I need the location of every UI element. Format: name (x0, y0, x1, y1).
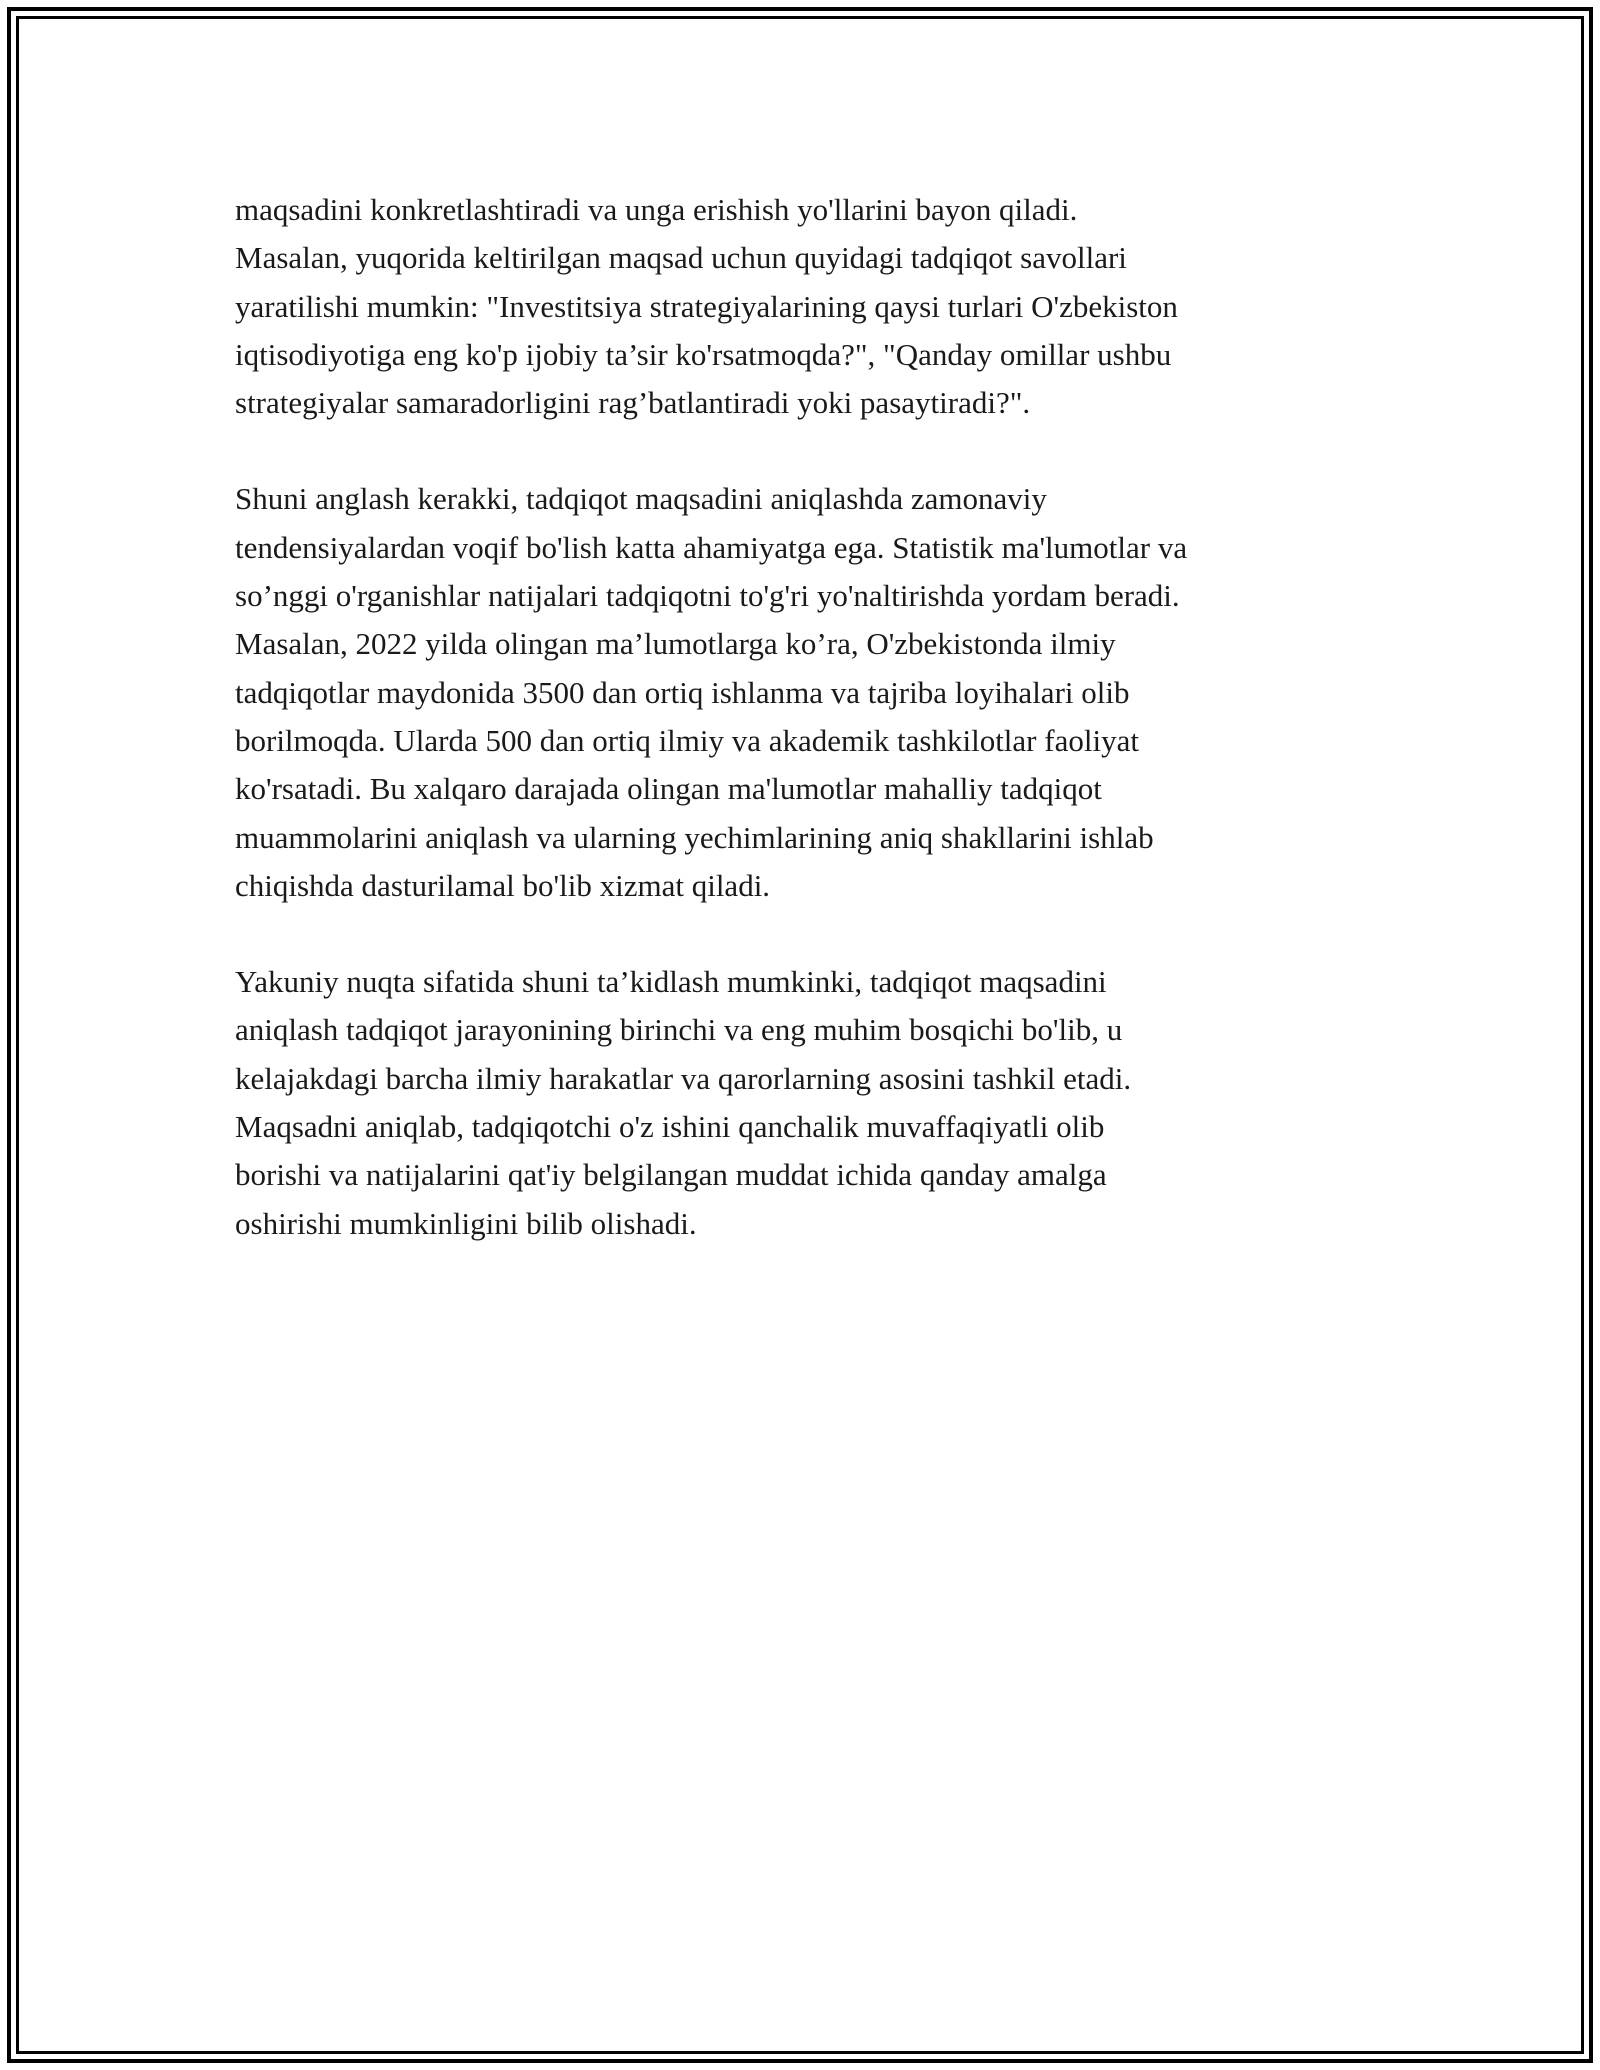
paragraph: Shuni anglash kerakki, tadqiqot maqsadini aniqlashda zamonaviy tendensiyalardan voqif bo'lish katta ahamiyatga ega. Statistik ma'lumotlar va so’nggi o'rganishlar natijalari tadqiqotni to'g'ri yo'naltirishda yordam beradi. Masalan, 2022 yilda olingan ma’lumotlarga ko’ra, O'zbekistonda ilmiy tadqiqotlar maydonida 3500 dan ortiq ishlanma va tajriba loyihalari olib borilmoqda. Ularda 500 dan ortiq ilmiy va akademik tashkilotlar faoliyat ko'rsatadi. Bu xalqaro darajada olingan ma'lumotlar mahalliy tadqiqot muammolarini aniqlash va ularning yechimlarining aniq shakllarini ishlab chiqishda dasturilamal bo'lib xizmat qiladi. (235, 481, 1188, 903)
page-body (235, 186, 1375, 1296)
paragraph: maqsadini konkretlashtiradi va unga erishish yo'llarini bayon qiladi. Masalan, yuqorida keltirilgan maqsad uchun quyidagi tadqiqot savollari yaratilishi mumkin: "Investitsiya strategiyalarining qaysi turlari O'zbekiston iqtisodiyotiga eng ko'p ijobiy ta’sir ko'rsatmoqda?", "Qanday omillar ushbu strategiyalar samaradorligini rag’batlantiradi yoki pasaytiradi?". (235, 192, 1178, 421)
paragraph: Yakuniy nuqta sifatida shuni ta’kidlash mumkinki, tadqiqot maqsadini aniqlash tadqiqot jarayonining birinchi va eng muhim bosqichi bo'lib, u kelajakdagi barcha ilmiy harakatlar va qarorlarning asosini tashkil etadi. Maqsadni aniqlab, tadqiqotchi o'z ishini qanchalik muvaffaqiyatli olib borishi va natijalarini qat'iy belgilangan muddat ichida qanday amalga oshirishi mumkinligini bilib olishadi. (235, 964, 1132, 1241)
